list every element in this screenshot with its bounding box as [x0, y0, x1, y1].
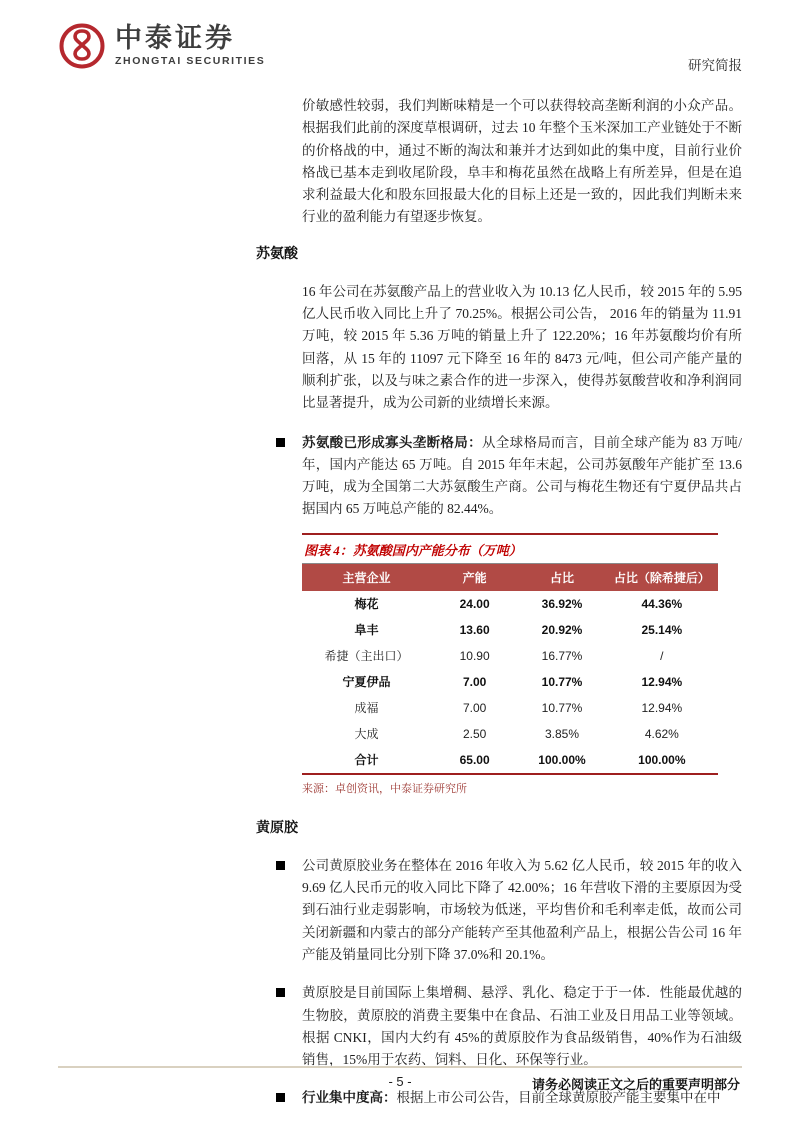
cell-company: 梅花: [354, 597, 379, 612]
footer-divider: [58, 1066, 742, 1068]
cell-share-ex: 12.94%: [641, 700, 683, 715]
page-number: - 5 -: [388, 1074, 412, 1089]
threonine-bullet-text: [302, 432, 742, 521]
cell-share-ex: 44.36%: [641, 596, 683, 611]
cell-capacity: 2.50: [462, 726, 487, 741]
xanthan-bullet-2: [276, 982, 743, 1071]
cell-share-ex: 4.62%: [644, 726, 679, 741]
cell-share-ex: 25.14%: [641, 622, 683, 637]
cell-share-ex: 100.00%: [638, 752, 686, 767]
cell-capacity: 7.00: [462, 674, 487, 689]
threonine-paragraph: 16 年公司在苏氨酸产品上的营业收入为 10.13 亿人民币，较 2015 年的 5.95 亿人民币收入同比上升了 70.25%。根据公司公告， 2016 年的销量为 11.91 万吨，较 2015 年 5.36 万吨的销量上升了 122.20%；16 年苏氨酸均价有所回落，从 15 年的 11097 元下降至 16 年的 8473 元/吨，但公司产能产量的顺利扩张，以及与味之素合作的进一步深入，使得苏氨酸营收和净利润同比显著提升，成为公司新的业绩增长来源。: [302, 283, 742, 411]
cell-company: 希捷（主出口）: [324, 649, 409, 664]
report-body: [256, 95, 743, 1124]
brand-name-en: ZHONGTAI SECURITIES: [115, 55, 266, 68]
figure-source: 来源：卓创资讯，中泰证券研究所: [302, 782, 467, 795]
col-header-share: 占比: [518, 564, 605, 591]
brand-text: [115, 25, 265, 67]
xanthan-bullet-1-text: 公司黄原胶业务在整体在 2016 年收入为 5.62 亿人民币，较 2015 年的收入 9.69 亿人民币元的收入同比下降了 42.00%；16 年营收下滑的主要原因为受到石油行业走弱影响，市场较为低迷，平均售价和毛利率走低，故而公司关闭新疆和内蒙古的部分产能转产至其他盈利产品上，根据公告公司 16 年产能及销量同比分别下降 37.0%和 20.1%。: [302, 857, 742, 962]
table-row: [302, 643, 718, 669]
cell-share: 3.85%: [544, 726, 579, 741]
cell-share: 10.77%: [541, 700, 583, 715]
cell-company: 阜丰: [354, 623, 379, 638]
cell-share: 100.00%: [538, 752, 586, 767]
table-row: [302, 695, 718, 721]
table-row-total: [302, 747, 718, 773]
cell-company: 合计: [354, 753, 379, 768]
cell-share: 20.92%: [541, 622, 583, 637]
cell-capacity: 7.00: [462, 700, 487, 715]
cell-share-ex: 12.94%: [641, 674, 683, 689]
cell-company: 宁夏伊品: [342, 675, 391, 690]
table-row: [302, 591, 718, 617]
cell-company: 大成: [354, 727, 379, 742]
cell-share: 36.92%: [541, 596, 583, 611]
square-bullet-icon: [276, 1093, 285, 1102]
bullet-bold-lead: 行业集中度高：: [302, 1090, 397, 1106]
col-header-company: 主营企业: [302, 564, 431, 591]
brand-logo: [58, 22, 265, 70]
table-wrapper: [302, 564, 718, 775]
bullet-rest: 从全球格局而言，目前全球产能为 83 万吨/年，国内产能达 65 万吨。自 2015 年年末起，公司苏氨酸年产能扩至 13.6 万吨，成为全国第二大苏氨酸生产商。公司与梅花生物还有宁夏伊品共占据国内 65 万吨总产能的 82.44%。: [302, 434, 742, 517]
footer-disclaimer: 请务必阅读正文之后的重要声明部分: [531, 1077, 740, 1092]
square-bullet-icon: [276, 988, 285, 997]
cell-company: 成福: [354, 701, 379, 716]
section-heading-threonine: 苏氨酸: [256, 246, 298, 262]
xanthan-bullet-2-text: 黄原胶是目前国际上集增稠、悬浮、乳化、稳定于于一体．性能最优越的生物胶，黄原胶的消费主要集中在食品、石油工业及日用品工业等领域。根据 CNKI，国内大约有 45%的黄原胶作为食品级销售，40%作为石油级销售，15%用于农药、饲料、日化、环保等行业。: [302, 985, 742, 1068]
cell-share: 10.77%: [541, 674, 583, 689]
intro-paragraph: 价敏感性较弱，我们判断味精是一个可以获得较高垄断利润的小众产品。根据我们此前的深度草根调研，过去 10 年整个玉米深加工产业链处于不断的价格战的中，通过不断的淘汰和兼并才达到如此的集中度，目前行业价格战已基本走到收尾阶段，阜丰和梅花虽然在战略上有所差异，但是在追求利益最大化和股东回报最大化的目标上还是一致的，因此我们判断未来行业的盈利能力有望逐步恢复。: [302, 98, 742, 225]
capacity-table: [302, 564, 718, 773]
section-heading-xanthan: 黄原胶: [256, 820, 298, 836]
table-row: [302, 617, 718, 643]
square-bullet-icon: [276, 438, 285, 447]
cell-capacity: 13.60: [459, 622, 490, 637]
zhongtai-logo-icon: [58, 22, 106, 70]
bullet-bold-lead: 苏氨酸已形成寡头垄断格局：: [302, 434, 482, 450]
page-header: [58, 22, 742, 74]
table-row: [302, 721, 718, 747]
square-bullet-icon: [276, 861, 285, 870]
table-row: [302, 669, 718, 695]
table-header-row: [302, 564, 718, 591]
cell-capacity: 65.00: [459, 752, 490, 767]
figure-title: 图表 4：苏氨酸国内产能分布（万吨）: [302, 533, 718, 564]
figure-4-capacity-table: [302, 533, 718, 796]
cell-capacity: 10.90: [459, 648, 490, 663]
report-type-label: 研究简报: [688, 58, 742, 73]
bullet-rest: 根据上市公司公告，目前全球黄原胶产能主要集中在中: [396, 1090, 721, 1106]
threonine-bullet: [276, 432, 743, 521]
brand-name-cn: 中泰证券: [115, 23, 235, 54]
xanthan-bullet-1: [276, 855, 743, 966]
cell-capacity: 24.00: [459, 596, 490, 611]
cell-share: 16.77%: [541, 648, 583, 663]
col-header-capacity: 产能: [431, 564, 518, 591]
cell-share-ex: /: [660, 648, 664, 663]
col-header-share-ex: 占比（除希捷后）: [606, 564, 718, 591]
